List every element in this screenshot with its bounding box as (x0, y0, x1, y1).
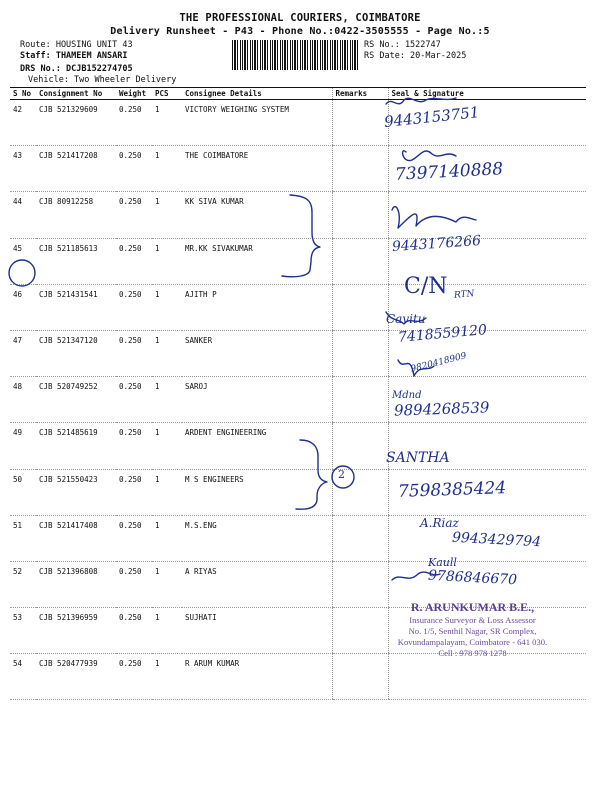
handwritten-phone-52: 9943429794 (451, 529, 542, 551)
cell-sno: 53 (10, 608, 36, 654)
cell-sno: 50 (10, 469, 36, 515)
cell-sno: 48 (10, 377, 36, 423)
signature-45 (392, 207, 476, 228)
cell-consignment: CJB 521396808 (36, 561, 116, 607)
cell-sno: 54 (10, 654, 36, 700)
cell-sno: 51 (10, 515, 36, 561)
row-46-circle (9, 260, 35, 286)
stamp-name: R. ARUNKUMAR B.E., (410, 600, 535, 614)
cell-consignee: M S ENGINEERS (182, 469, 332, 515)
cell-weight: 0.250 (116, 238, 152, 284)
cell-weight: 0.250 (116, 423, 152, 469)
cell-consignee: ARDENT ENGINEERING (182, 423, 332, 469)
cell-consignment: CJB 521431541 (36, 284, 116, 330)
staff-label: Staff: THAMEEM ANSARI (20, 51, 128, 61)
cell-pcs: 1 (152, 192, 182, 238)
col-pcs: PCS (152, 88, 182, 100)
route-label: Route: HOUSING UNIT 43 (20, 40, 133, 50)
cell-weight: 0.250 (116, 608, 152, 654)
cell-sno: 52 (10, 561, 36, 607)
handwritten-name-52: A.Riaz (420, 516, 459, 530)
cell-pcs: 1 (152, 423, 182, 469)
cell-weight: 0.250 (116, 192, 152, 238)
cell-consignee: VICTORY WEIGHING SYSTEM (182, 100, 332, 146)
rs-date: RS Date: 20-Mar-2025 (364, 51, 467, 61)
cell-pcs: 1 (152, 469, 182, 515)
handwritten-phone-53: 9786846670 (427, 567, 518, 589)
handwritten-phone-42: 9443153751 (383, 103, 481, 131)
cell-consignment: CJB 521347120 (36, 330, 116, 376)
cell-consignment: CJB 521417408 (36, 515, 116, 561)
cell-weight: 0.250 (116, 284, 152, 330)
cell-consignment: CJB 521185613 (36, 238, 116, 284)
cell-consignee: THE COIMBATORE (182, 146, 332, 192)
handwritten-phone-51: 7598385424 (397, 478, 507, 502)
handwritten-phone-43: 7397140888 (394, 159, 504, 185)
cell-pcs: 1 (152, 561, 182, 607)
surveyor-stamp (380, 600, 565, 659)
signature-42 (386, 98, 456, 104)
cell-consignment: CJB 521329609 (36, 100, 116, 146)
circle-two-label: 2 (338, 468, 345, 481)
cell-weight: 0.250 (116, 515, 152, 561)
cell-weight: 0.250 (116, 330, 152, 376)
cell-consignee: AJITH P (182, 284, 332, 330)
cell-sno: 44 (10, 192, 36, 238)
cell-consignee: KK SIVA KUMAR (182, 192, 332, 238)
cell-pcs: 1 (152, 377, 182, 423)
cell-sno: 43 (10, 146, 36, 192)
runsheet-title: Delivery Runsheet - P43 - Phone No.:0422-3505555 - Page No.:5 (110, 26, 490, 37)
col-sno: S No (10, 88, 36, 100)
cell-sno: 47 (10, 330, 36, 376)
handwritten-name-53: Kaull (428, 556, 457, 569)
cell-consignee: MR.KK SIVAKUMAR (182, 238, 332, 284)
handwritten-rtn: RTN (453, 289, 475, 301)
cell-sno: 49 (10, 423, 36, 469)
cell-consignment: CJB 520477939 (36, 654, 116, 700)
cell-pcs: 1 (152, 654, 182, 700)
stamp-line-3: Kovundampalayam, Coimbatore - 641 030. (397, 637, 548, 647)
company-title: THE PROFESSIONAL COURIERS, COIMBATORE (179, 12, 421, 24)
cell-pcs: 1 (152, 515, 182, 561)
cell-weight: 0.250 (116, 146, 152, 192)
rs-number: RS No.: 1522747 (364, 40, 441, 50)
stamp-line-1: Insurance Surveyor & Loss Assessor (409, 615, 536, 625)
handwritten-cn: C/N (404, 274, 448, 299)
col-consignee: Consignee Details (182, 88, 332, 100)
handwritten-name-47: Cavitu (386, 312, 426, 326)
handwritten-phone-45: 9443176266 (391, 232, 482, 256)
cell-pcs: 1 (152, 100, 182, 146)
cell-consignee: SANKER (182, 330, 332, 376)
cell-consignee: M.S.ENG (182, 515, 332, 561)
handwritten-phone-47: 7418559120 (397, 322, 488, 346)
handwritten-phone-49: 9894268539 (393, 398, 490, 420)
cell-consignment: CJB 521417208 (36, 146, 116, 192)
col-consignment: Consignment No (36, 88, 116, 100)
col-remarks: Remarks (332, 88, 388, 100)
vehicle-label: Vehicle: Two Wheeler Delivery (28, 75, 177, 85)
drs-label: DRS No.: DCJB152274705 (20, 64, 133, 74)
stamp-line-4: Cell : 978 978 1278 (438, 648, 507, 658)
cell-pcs: 1 (152, 146, 182, 192)
cell-sno: 46 (10, 284, 36, 330)
cell-weight: 0.250 (116, 654, 152, 700)
cell-weight: 0.250 (116, 469, 152, 515)
bracket-50-51 (296, 440, 327, 509)
cell-consignment: CJB 520749252 (36, 377, 116, 423)
handwritten-name-49: Mdnd (392, 390, 422, 401)
cell-consignee: SUJHATI (182, 608, 332, 654)
cell-pcs: 1 (152, 330, 182, 376)
signature-43 (403, 151, 456, 161)
cell-consignment: CJB 521396959 (36, 608, 116, 654)
cell-weight: 0.250 (116, 561, 152, 607)
cell-consignment: CJB 80912258 (36, 192, 116, 238)
bracket-44-46 (282, 195, 320, 277)
handwritten-name-51: SANTHA (386, 450, 450, 466)
cell-weight: 0.250 (116, 377, 152, 423)
cell-pcs: 1 (152, 238, 182, 284)
col-weight: Weight (116, 88, 152, 100)
cell-weight: 0.250 (116, 100, 152, 146)
cell-consignment: CJB 521485619 (36, 423, 116, 469)
cell-consignee: SAROJ (182, 377, 332, 423)
handwritten-phone-48: 9820418909 (409, 351, 468, 375)
stamp-line-2: No. 1/5, Senthil Nagar, SR Complex, (408, 626, 537, 636)
cell-consignee: R ARUM KUMAR (182, 654, 332, 700)
cell-consignment: CJB 521550423 (36, 469, 116, 515)
col-seal: Seal & Signature (388, 88, 586, 100)
cell-consignee: A RIYAS (182, 561, 332, 607)
cell-sno: 45 (10, 238, 36, 284)
cell-pcs: 1 (152, 608, 182, 654)
cell-pcs: 1 (152, 284, 182, 330)
cell-sno: 42 (10, 100, 36, 146)
